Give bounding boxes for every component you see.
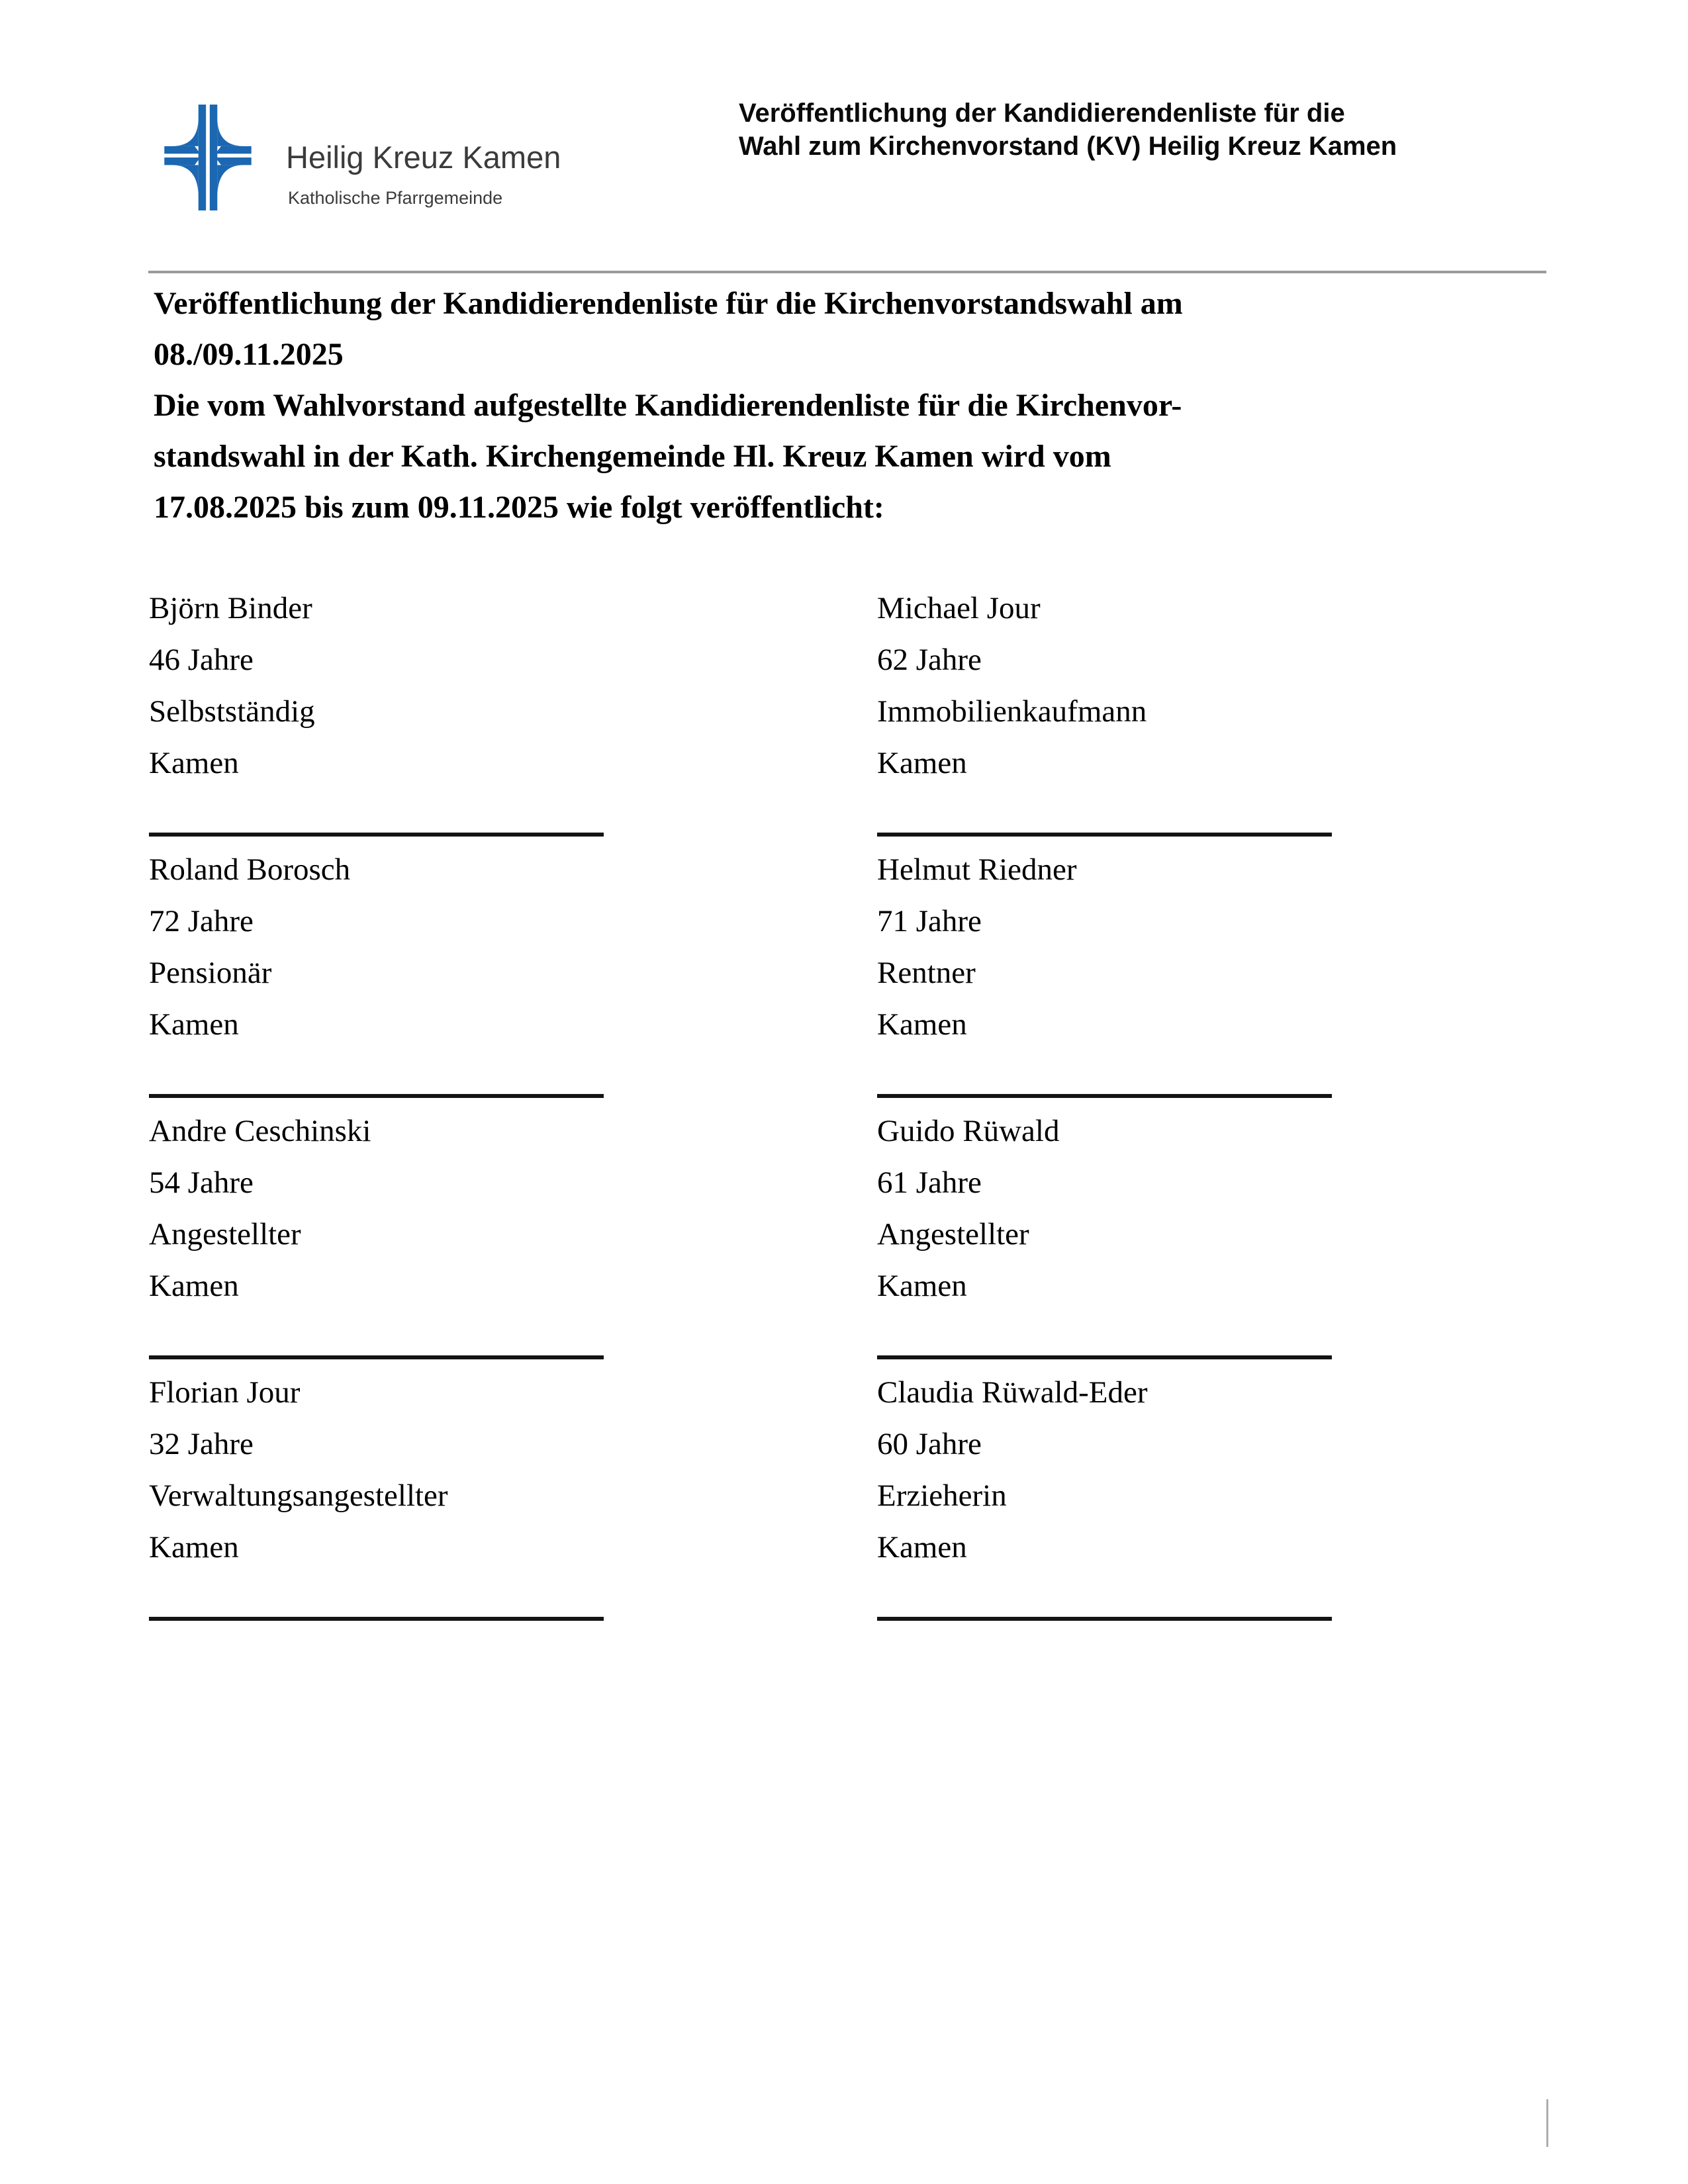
- candidate-age: 62 Jahre: [877, 643, 982, 677]
- signature-line: [877, 1355, 1332, 1359]
- candidate-entry: [877, 844, 1605, 1105]
- candidate-city: Kamen: [877, 1269, 967, 1303]
- signature-line: [149, 1617, 604, 1621]
- intro-heading-line2: 08./09.11.2025: [154, 337, 344, 372]
- candidate-city: Kamen: [877, 1007, 967, 1042]
- candidate-name: Guido Rüwald: [877, 1114, 1060, 1148]
- parish-subtitle: Katholische Pfarrgemeinde: [288, 188, 503, 208]
- candidate-entry: [149, 1367, 877, 1628]
- candidate-occupation: Verwaltungsangestellter: [149, 1479, 448, 1513]
- heilig-kreuz-cross-icon: [158, 105, 258, 210]
- candidate-name: Claudia Rüwald-Eder: [877, 1375, 1148, 1410]
- signature-line: [149, 1094, 604, 1098]
- candidate-occupation: Angestellter: [877, 1217, 1029, 1251]
- header-divider: [148, 271, 1546, 273]
- candidate-age: 60 Jahre: [877, 1427, 982, 1461]
- candidate-entry: [149, 582, 877, 844]
- candidate-age: 71 Jahre: [877, 904, 982, 938]
- candidate-city: Kamen: [149, 1269, 239, 1303]
- candidate-occupation: Immobilienkaufmann: [877, 694, 1147, 729]
- candidate-city: Kamen: [149, 1007, 239, 1042]
- candidate-occupation: Rentner: [877, 956, 976, 990]
- candidate-age: 72 Jahre: [149, 904, 254, 938]
- candidate-occupation: Pensionär: [149, 956, 272, 990]
- candidate-name: Helmut Riedner: [877, 852, 1077, 887]
- candidate-list: [149, 582, 1605, 1628]
- candidate-age: 61 Jahre: [877, 1165, 982, 1200]
- candidate-occupation: Erzieherin: [877, 1479, 1007, 1513]
- document-header-title-line2: Wahl zum Kirchenvorstand (KV) Heilig Kreuz Kamen: [739, 132, 1397, 161]
- candidate-entry: [149, 844, 877, 1105]
- page-edge-mark: [1546, 2099, 1548, 2147]
- candidate-city: Kamen: [149, 1530, 239, 1565]
- intro-body-line3: 17.08.2025 bis zum 09.11.2025 wie folgt veröffentlicht:: [154, 490, 884, 525]
- intro-section: [154, 278, 1564, 533]
- signature-line: [149, 1355, 604, 1359]
- signature-line: [877, 1094, 1332, 1098]
- document-header-title-line1: Veröffentlichung der Kandidierendenliste für die: [739, 99, 1345, 128]
- candidate-occupation: Selbstständig: [149, 694, 315, 729]
- intro-body-line1: Die vom Wahlvorstand aufgestellte Kandidierendenliste für die Kirchenvor-: [154, 388, 1182, 423]
- candidate-name: Michael Jour: [877, 591, 1041, 625]
- candidate-name: Andre Ceschinski: [149, 1114, 371, 1148]
- signature-line: [877, 1617, 1332, 1621]
- candidate-age: 54 Jahre: [149, 1165, 254, 1200]
- document-header-title: [739, 97, 1397, 163]
- candidate-entry: [877, 1367, 1605, 1628]
- candidate-city: Kamen: [149, 746, 239, 780]
- candidate-entry: [877, 1105, 1605, 1367]
- candidate-age: 46 Jahre: [149, 643, 254, 677]
- candidate-entry: [149, 1105, 877, 1367]
- candidate-name: Roland Borosch: [149, 852, 351, 887]
- candidate-entry: [877, 582, 1605, 844]
- candidate-name: Florian Jour: [149, 1375, 301, 1410]
- parish-name: Heilig Kreuz Kamen: [286, 140, 561, 175]
- intro-heading-line1: Veröffentlichung der Kandidierendenliste für die Kirchenvorstandswahl am: [154, 286, 1183, 321]
- candidate-city: Kamen: [877, 1530, 967, 1565]
- candidate-name: Björn Binder: [149, 591, 312, 625]
- intro-body-line2: standswahl in der Kath. Kirchengemeinde Hl. Kreuz Kamen wird vom: [154, 439, 1111, 474]
- candidate-age: 32 Jahre: [149, 1427, 254, 1461]
- candidate-occupation: Angestellter: [149, 1217, 301, 1251]
- signature-line: [877, 833, 1332, 837]
- candidate-city: Kamen: [877, 746, 967, 780]
- signature-line: [149, 833, 604, 837]
